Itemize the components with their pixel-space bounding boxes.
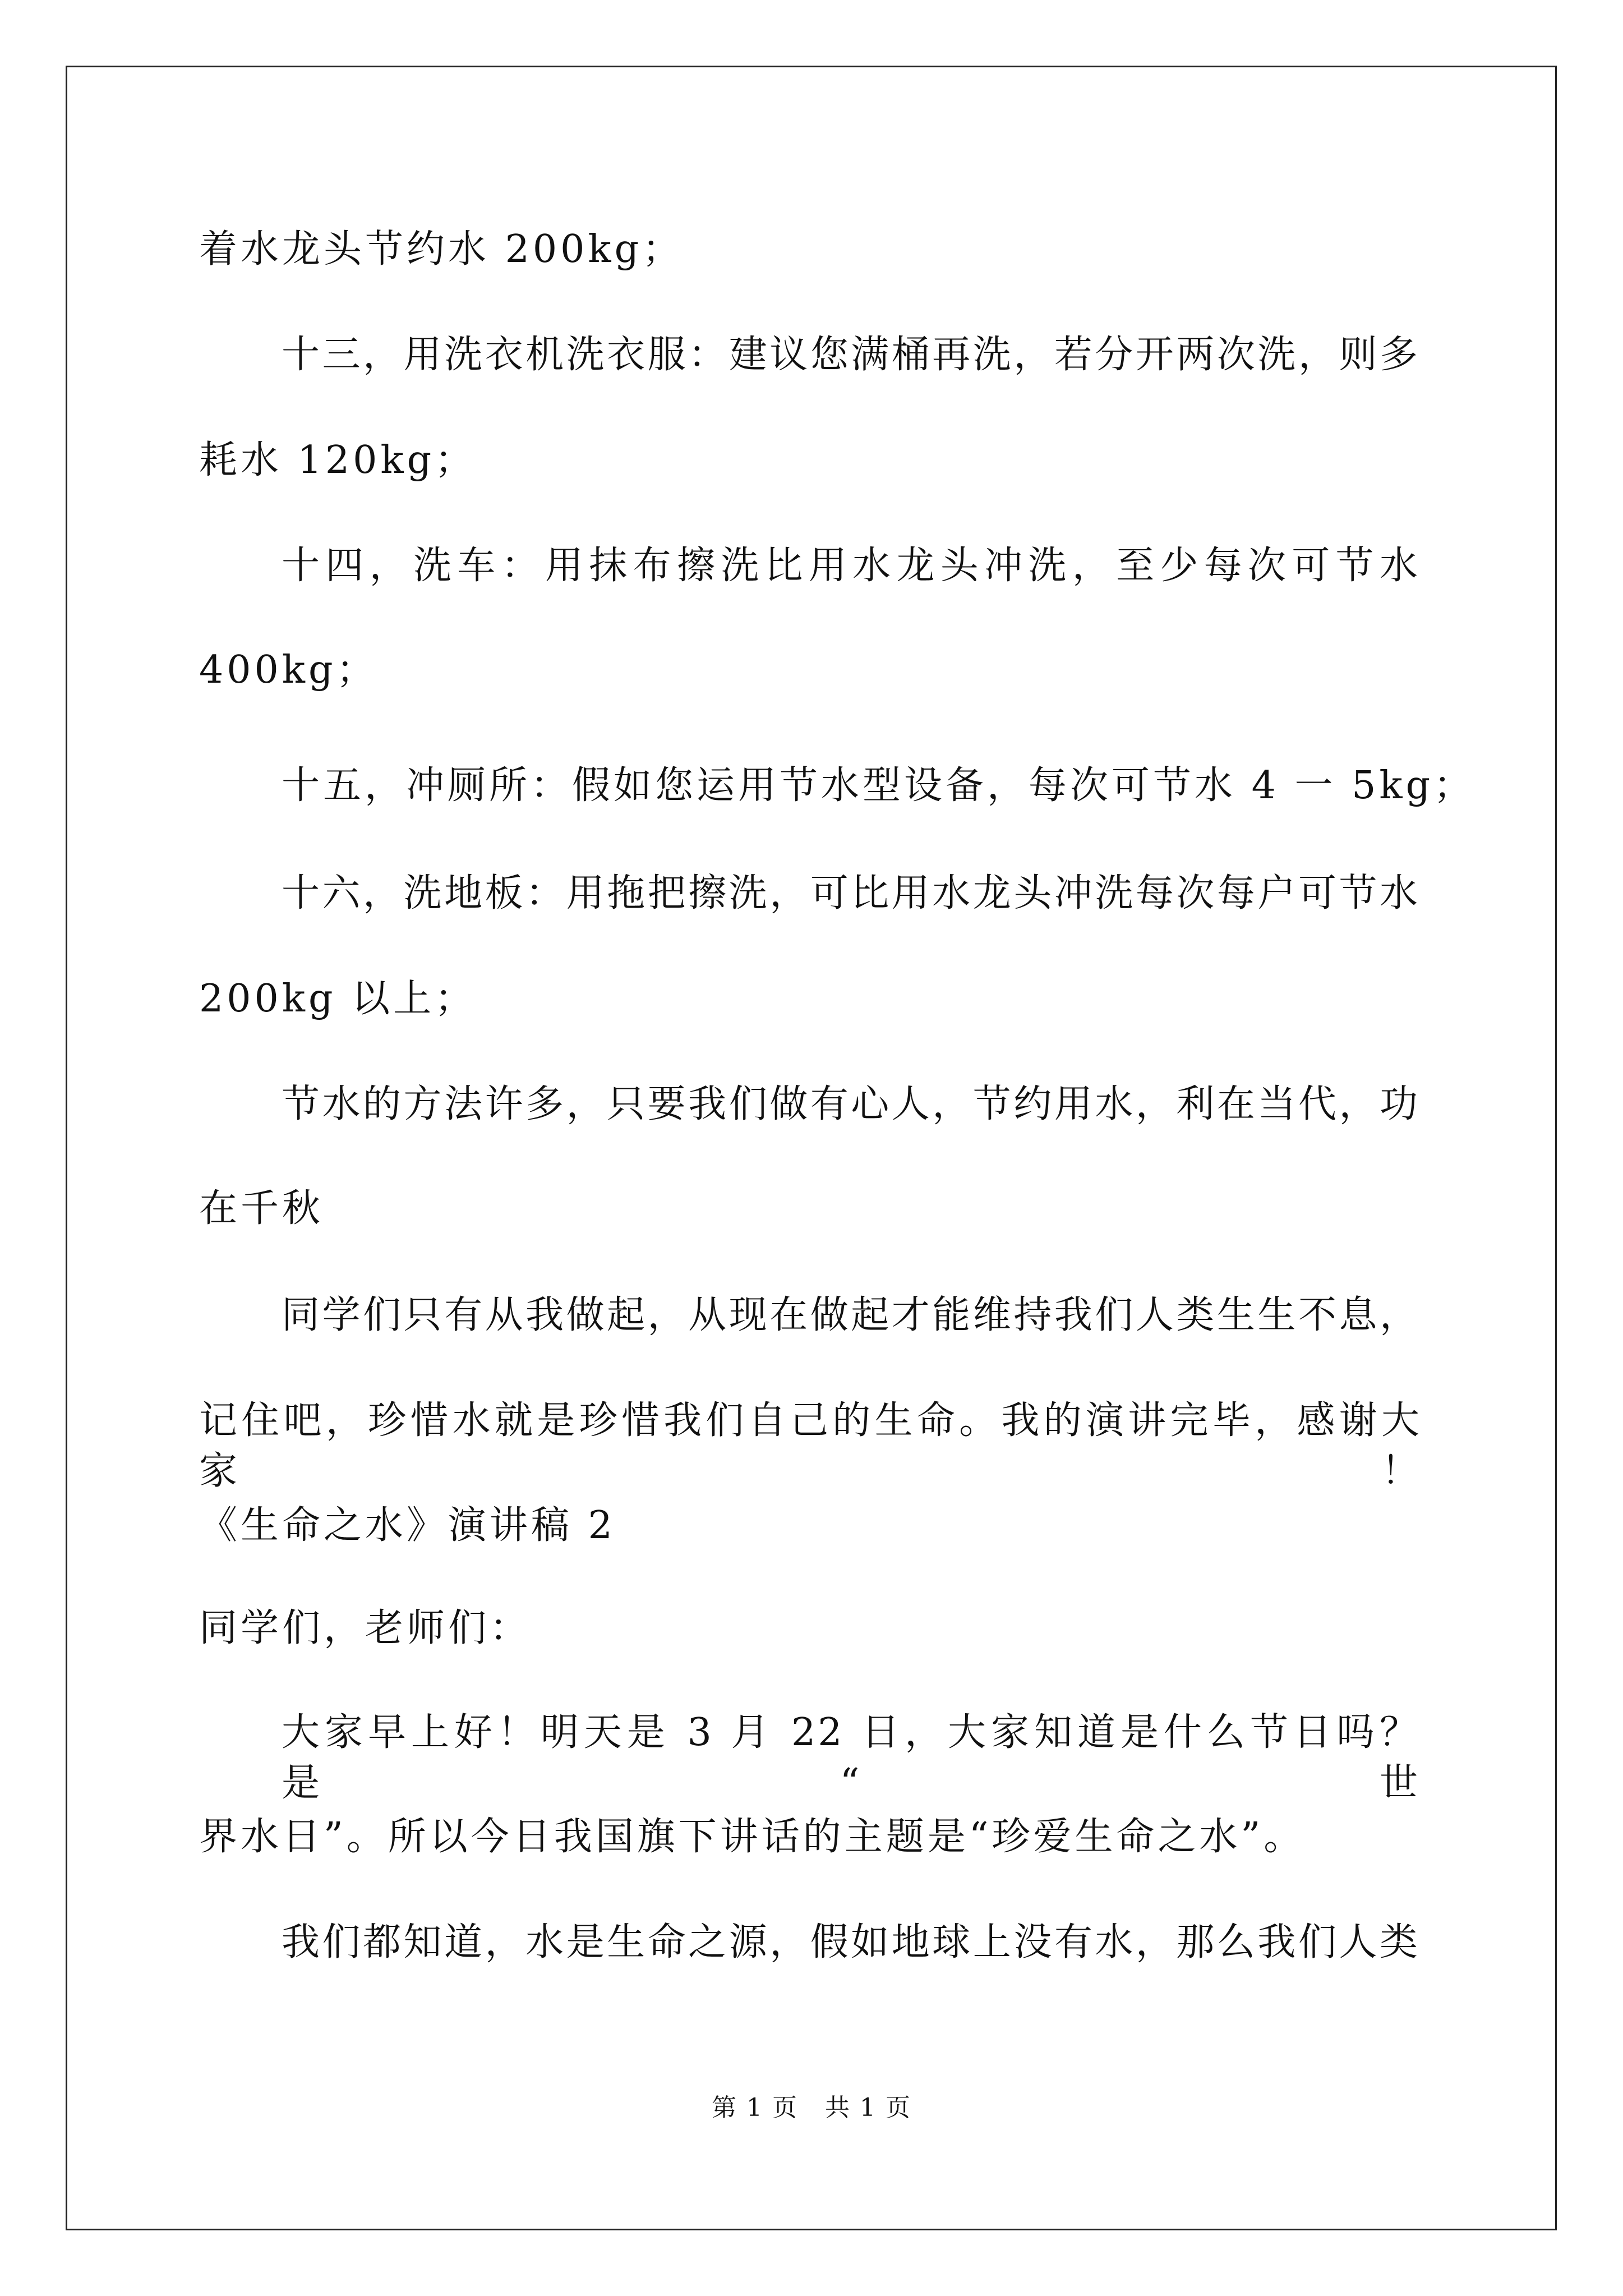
text-line: 200kg 以上； <box>199 977 477 1021</box>
text-line: 记住吧，珍惜水就是珍惜我们自己的生命。我的演讲完毕，感谢大家！ <box>199 1398 1422 1493</box>
text-line: 耗水 120kg； <box>199 438 477 482</box>
text-line: 大家早上好！明天是 3 月 22 日，大家知道是什么节日吗？是“世 <box>282 1710 1420 1805</box>
text-line: 十五，冲厕所：假如您运用节水型设备，每次可节水 4 一 5kg； <box>282 763 1476 808</box>
text-line: 同学们只有从我做起，从现在做起才能维持我们人类生生不息， <box>282 1293 1420 1337</box>
text-line: 着水龙头节约水 200kg； <box>199 227 684 272</box>
page-frame <box>66 66 1557 2230</box>
text-line: 节水的方法许多，只要我们做有心人，节约用水，利在当代，功 <box>282 1082 1420 1126</box>
text-line: 400kg； <box>199 648 378 692</box>
text-line: 十三，用洗衣机洗衣服：建议您满桶再洗，若分开两次洗，则多 <box>282 333 1420 377</box>
text-line: 界水日”。所以今日我国旗下讲话的主题是“珍爱生命之水”。 <box>199 1815 1306 1859</box>
page-footer <box>0 2091 1623 2125</box>
text-line: 十六，洗地板：用拖把擦洗，可比用水龙头冲洗每次每户可节水 <box>282 871 1420 915</box>
page-total: 共 1 页 <box>825 2093 911 2122</box>
text-line: 十四，洗车：用抹布擦洗比用水龙头冲洗，至少每次可节水 <box>282 544 1420 588</box>
text-line: 我们都知道，水是生命之源，假如地球上没有水，那么我们人类 <box>282 1920 1420 1964</box>
page-number: 第 1 页 <box>712 2093 798 2122</box>
salutation: 同学们，老师们： <box>199 1606 532 1650</box>
section-heading: 《生命之水》演讲稿 2 <box>199 1503 616 1548</box>
text-line: 在千秋 <box>199 1186 324 1231</box>
